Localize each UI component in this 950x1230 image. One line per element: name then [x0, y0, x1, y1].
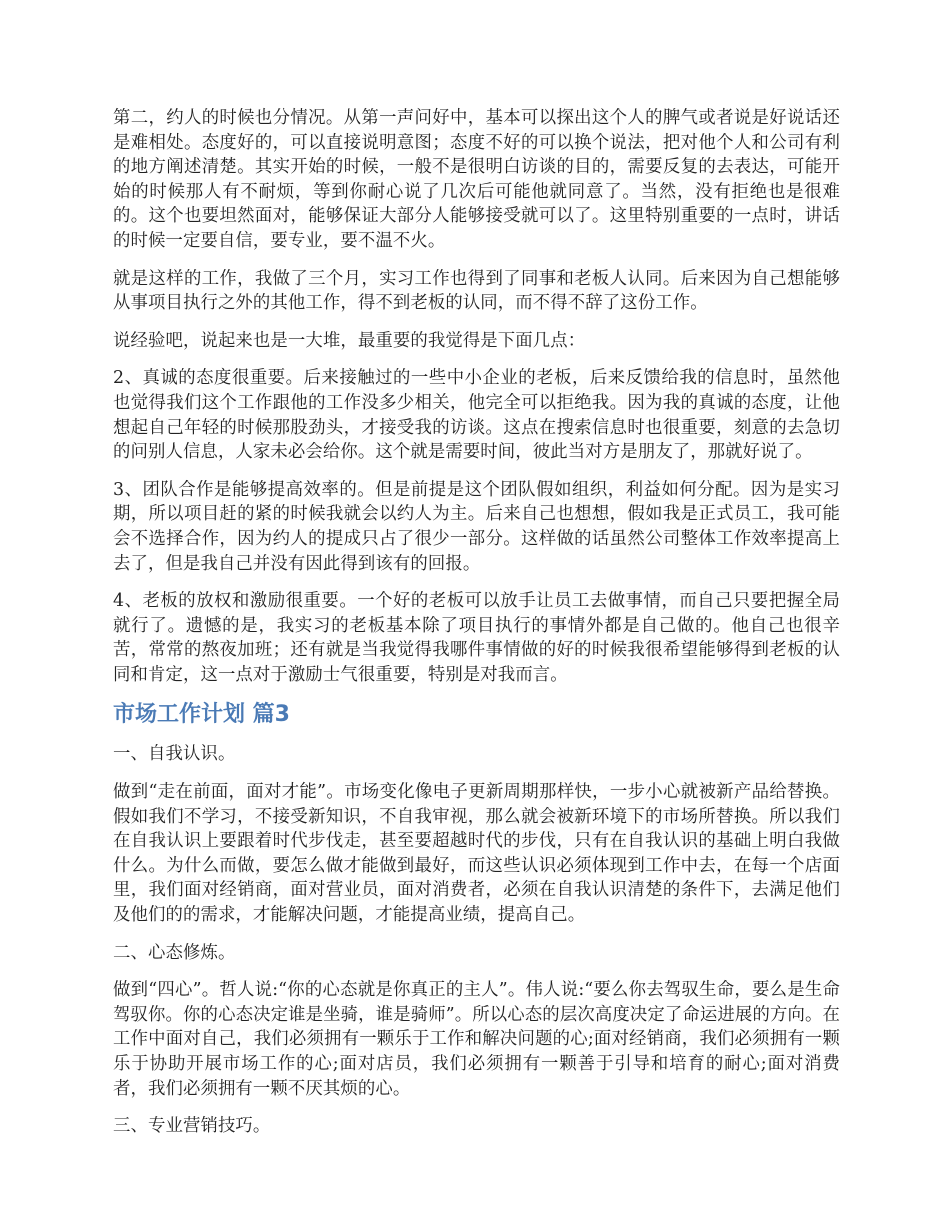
- subheading-self-awareness: 一、自我认识。: [113, 744, 236, 765]
- subheading-marketing-skills: 三、专业营销技巧。: [113, 1116, 271, 1137]
- subheading-mindset: 二、心态修炼。: [113, 942, 236, 963]
- paragraph-5: 3、团队合作是能够提高效率的。但是前提是这个团队假如组织，利益如何分配。因为是实习期，所以项目赶的紧的时候我就会以约人为主。后来自己也想想，假如我是正式员工，我可能会不选择合作，因为约人的提成只占了很少一部分。这样做的话虽然公司整体工作效率提高上去了，但是我自己并没有因此得到该有的回报。: [113, 479, 840, 574]
- paragraph-4: 2、真诚的态度很重要。后来接触过的一些中小企业的老板，后来反馈给我的信息时，虽然他也觉得我们这个工作跟他的工作没多少相关，他完全可以拒绝我。因为我的真诚的态度，让他想起自己年轻的时候那股劲头，才接受我的访谈。这点在搜索信息时也很重要，刻意的去急切的问别人信息，人家未必会给你。这个就是需要时间，彼此当对方是朋友了，那就好说了。: [113, 368, 840, 463]
- paragraph-1: 第二，约人的时候也分情况。从第一声问好中，基本可以探出这个人的脾气或者说是好说话还是难相处。态度好的，可以直接说明意图；态度不好的可以换个说法，把对他个人和公司有利的地方阐述清楚。其实开始的时候，一般不是很明白访谈的目的，需要反复的去表达，可能开始的时候那人有不耐烦，等到你耐心说了几次后可能他就同意了。当然，没有拒绝也是很难的。这个也要坦然面对，能够保证大部分人能够接受就可以了。这里特别重要的一点时，讲话的时候一定要自信，要专业，要不温不火。: [113, 108, 840, 251]
- paragraph-8: 做到“四心”。哲人说:“你的心态就是你真正的主人”。伟人说:“要么你去驾驭生命，要么是生命驾驭你。你的心态决定谁是坐骑，谁是骑师”。所以心态的层次高度决定了命运进展的方向。在工作中面对自己，我们必须拥有一颗乐于工作和解决问题的心;面对经销商，我们必须拥有一颗乐于协助开展市场工作的心;面对店员，我们必须拥有一颗善于引导和培育的耐心;面对消费者，我们必须拥有一颗不厌其烦的心。: [113, 980, 840, 1099]
- paragraph-3: 说经验吧，说起来也是一大堆，最重要的我觉得是下面几点：: [113, 330, 586, 351]
- paragraph-7: 做到“走在前面，面对才能”。市场变化像电子更新周期那样快，一步小心就被新产品给替换。假如我们不学习，不接受新知识，不自我审视，那么就会被新环境下的市场所替换。所以我们在自我认识上要跟着时代步伐走，甚至要超越时代的步伐，只有在自我认识的基础上明白我做什么。为什么而做，要怎么做才能做到最好，而这些认识必须体现到工作中去，在每一个店面里，我们面对经销商，面对营业员，面对消费者，必须在自我认识清楚的条件下，去满足他们及他们的的需求，才能解决问题，才能提高业绩，提高自己。: [113, 782, 840, 926]
- document-body: [113, 106, 840, 1152]
- paragraph-6: 4、老板的放权和激励很重要。一个好的老板可以放手让员工去做事情，而自己只要把握全局就行了。遗憾的是，我实习的老板基本除了项目执行的事情外都是自己做的。他自己也很辛苦，常常的熬夜加班；还有就是当我觉得我哪件事情做的好的时候我很希望能够得到老板的认同和肯定，这一点对于激励士气很重要，特别是对我而言。: [113, 591, 840, 685]
- section-heading: 市场工作计划 篇3: [113, 702, 290, 728]
- paragraph-2: 就是这样的工作，我做了三个月，实习工作也得到了同事和老板人认同。后来因为自己想能够从事项目执行之外的其他工作，得不到老板的认同，而不得不辞了这份工作。: [113, 268, 840, 314]
